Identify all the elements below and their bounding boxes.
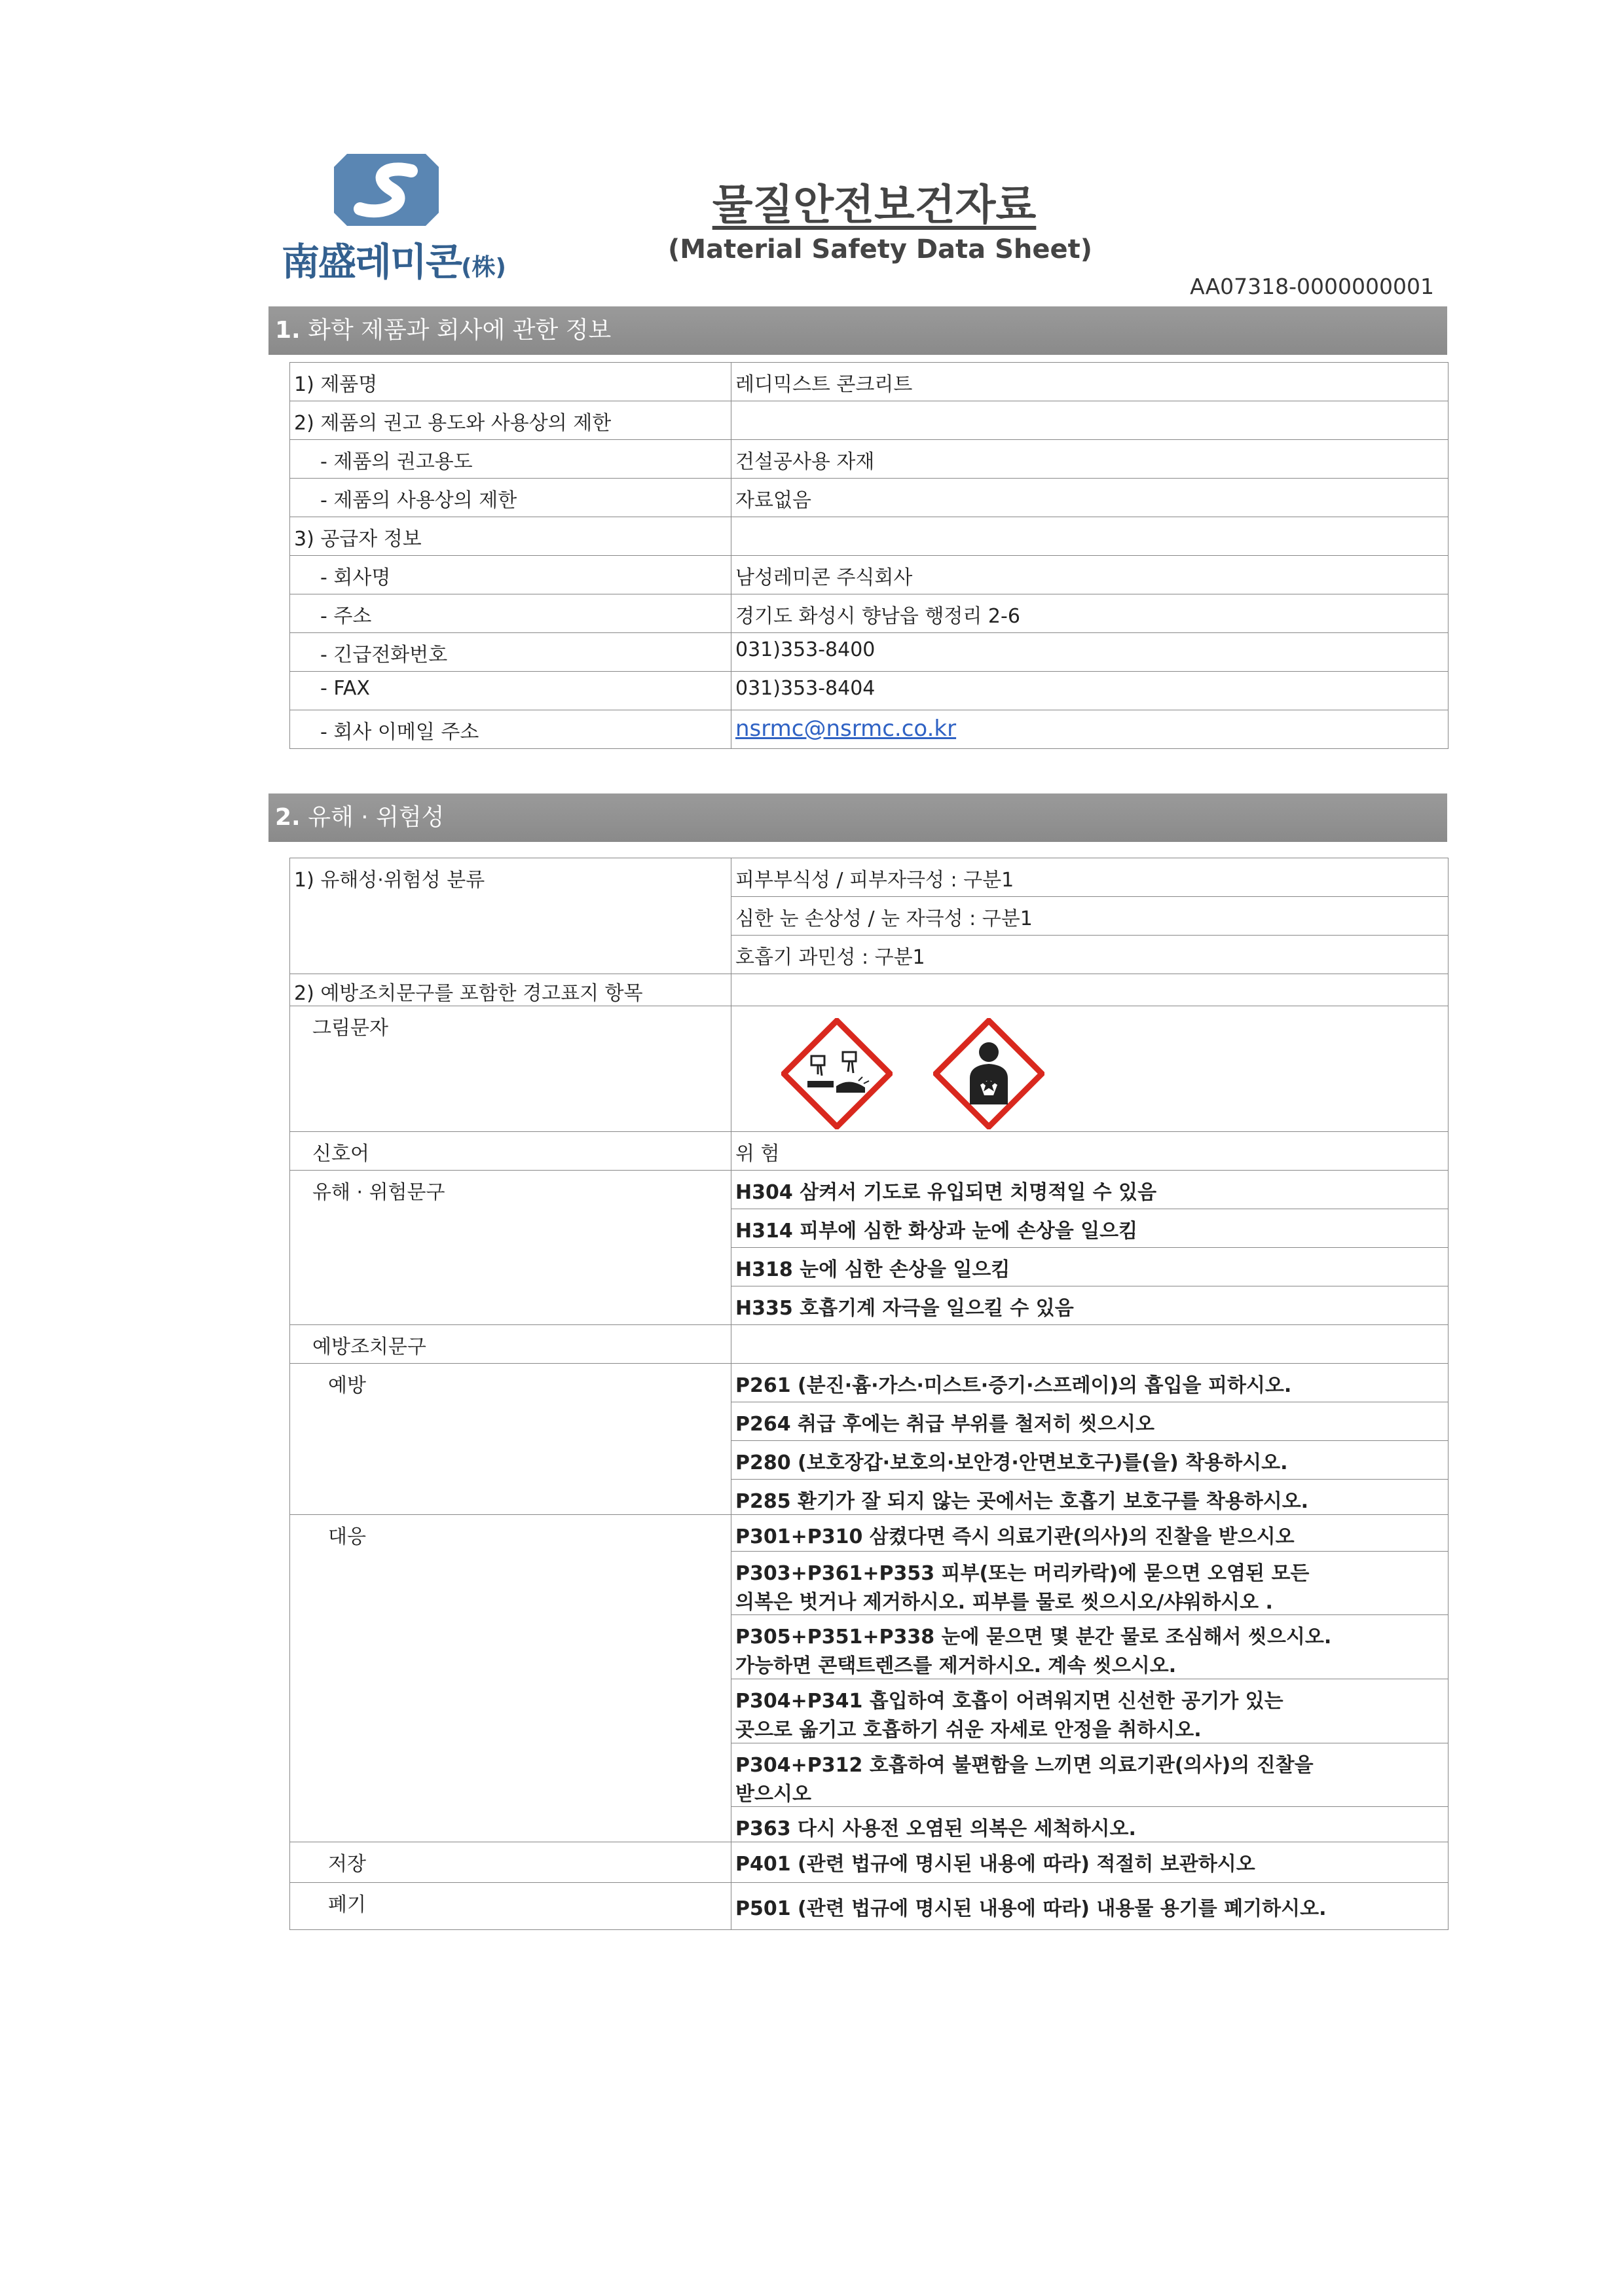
section-2-header: 2. 유해 · 위험성 (268, 793, 1447, 842)
table-row: 2) 제품의 권고 용도와 사용상의 제한 (290, 401, 1449, 440)
pictogram-label: 그림문자 (312, 1017, 388, 1040)
table-row: - 회사명 남성레미콘 주식회사 (290, 556, 1449, 594)
table-row: P363 다시 사용전 오염된 의복은 세척하시오. (290, 1807, 1449, 1842)
table-row: P304+P312 호흡하여 불편함을 느끼면 의료기관(의사)의 진찰을 받으시오 (290, 1743, 1449, 1807)
table-row: H335 호흡기계 자극을 일으킬 수 있음 (290, 1286, 1449, 1325)
prevention-label: 예방 (328, 1374, 366, 1397)
document-number: AA07318-0000000001 (1190, 274, 1434, 299)
table-row: 심한 눈 손상성 / 눈 자극성 : 구분1 (290, 897, 1449, 936)
table-row: - 긴급전화번호 031)353-8400 (290, 633, 1449, 672)
table-row: P280 (보호장갑·보호의·보안경·안면보호구)를(을) 착용하시오. (290, 1441, 1449, 1480)
table-row: H318 눈에 심한 손상을 일으킴 (290, 1248, 1449, 1286)
document-title: 물질안전보건자료 (712, 181, 1037, 230)
table-row: - 주소 경기도 화성시 향남읍 행정리 2-6 (290, 594, 1449, 633)
logo-text: 南盛레미콘(株) (282, 240, 507, 284)
section-1-title: 화학 제품과 회사에 관한 정보 (308, 317, 612, 344)
table-row: - 제품의 사용상의 제한 자료없음 (290, 479, 1449, 517)
corrosion-pictogram-icon (781, 1018, 893, 1129)
logo-mark-icon (334, 154, 439, 226)
precautionary-statements-label: 예방조치문구 (312, 1336, 426, 1358)
table-row: 저장 P401 (관련 법규에 명시된 내용에 따라) 적절히 보관하시오 (290, 1842, 1449, 1883)
signal-word: 위 험 (731, 1132, 1449, 1171)
table-row: P264 취급 후에는 취급 부위를 철저히 씻으시오 (290, 1402, 1449, 1441)
table-row: 1) 유해성·위험성 분류 피부부식성 / 피부자극성 : 구분1 (290, 858, 1449, 897)
table-row: P285 환기가 잘 되지 않는 곳에서는 호흡기 보호구를 착용하시오. (290, 1480, 1449, 1515)
table-row: 호흡기 과민성 : 구분1 (290, 936, 1449, 974)
table-row: - 회사 이메일 주소 nsrmc@nsrmc.co.kr (290, 710, 1449, 749)
table-row: - 제품의 권고용도 건설공사용 자재 (290, 440, 1449, 479)
table-row: 3) 공급자 정보 (290, 517, 1449, 556)
company-logo (282, 154, 530, 285)
table-row (290, 1325, 1449, 1364)
table-row: H314 피부에 심한 화상과 눈에 손상을 일으킴 (290, 1209, 1449, 1248)
health-hazard-pictogram-icon (933, 1018, 1044, 1129)
table-row: 1) 제품명 레디믹스트 콘크리트 (290, 363, 1449, 401)
signal-word-label: 신호어 (312, 1142, 369, 1165)
logo-suffix: (株) (461, 254, 507, 281)
table-row: P303+P361+P353 피부(또는 머리카락)에 묻으면 오염된 모든 의복은 벗거나 제거하시오. 피부를 물로 씻으시오/샤워하시오 . (290, 1552, 1449, 1615)
section-1-table (289, 362, 1449, 749)
storage-label: 저장 (328, 1853, 366, 1876)
table-row (290, 1006, 1449, 1132)
company-email-link[interactable]: nsrmc@nsrmc.co.kr (735, 716, 957, 742)
response-label: 대응 (328, 1525, 366, 1548)
classification-label: 1) 유해성·위험성 분류 (294, 869, 485, 892)
section-2-title: 유해 · 위험성 (308, 804, 445, 831)
label-elements-label: 2) 예방조치문구를 포함한 경고표지 항목 (294, 982, 643, 1005)
document-subtitle: (Material Safety Data Sheet) (668, 234, 1093, 264)
section-1-header: 1. 화학 제품과 회사에 관한 정보 (268, 306, 1447, 355)
table-row (290, 1132, 1449, 1171)
table-row: P304+P341 흡입하여 호흡이 어려워지면 신선한 공기가 있는 곳으로 옮기고 호흡하기 쉬운 자세로 안정을 취하시오. (290, 1679, 1449, 1743)
table-row: 대응 P301+P310 삼켰다면 즉시 의료기관(의사)의 진찰을 받으시오 (290, 1515, 1449, 1552)
disposal-label: 폐기 (328, 1893, 366, 1916)
table-row: P305+P351+P338 눈에 묻으면 몇 분간 물로 조심해서 씻으시오. 가능하면 콘택트렌즈를 제거하시오. 계속 씻으시오. (290, 1615, 1449, 1679)
table-row: - FAX 031)353-8404 (290, 672, 1449, 710)
hazard-statements-label: 유해 · 위험문구 (312, 1181, 445, 1204)
table-row: 유해 · 위험문구 H304 삼켜서 기도로 유입되면 치명적일 수 있음 (290, 1171, 1449, 1209)
section-2-table (289, 858, 1449, 1930)
table-row: 폐기 P501 (관련 법규에 명시된 내용에 따라) 내용물 용기를 폐기하시오. (290, 1883, 1449, 1930)
table-row: 예방 P261 (분진·흄·가스·미스트·증기·스프레이)의 흡입을 피하시오. (290, 1364, 1449, 1402)
table-row (290, 974, 1449, 1006)
